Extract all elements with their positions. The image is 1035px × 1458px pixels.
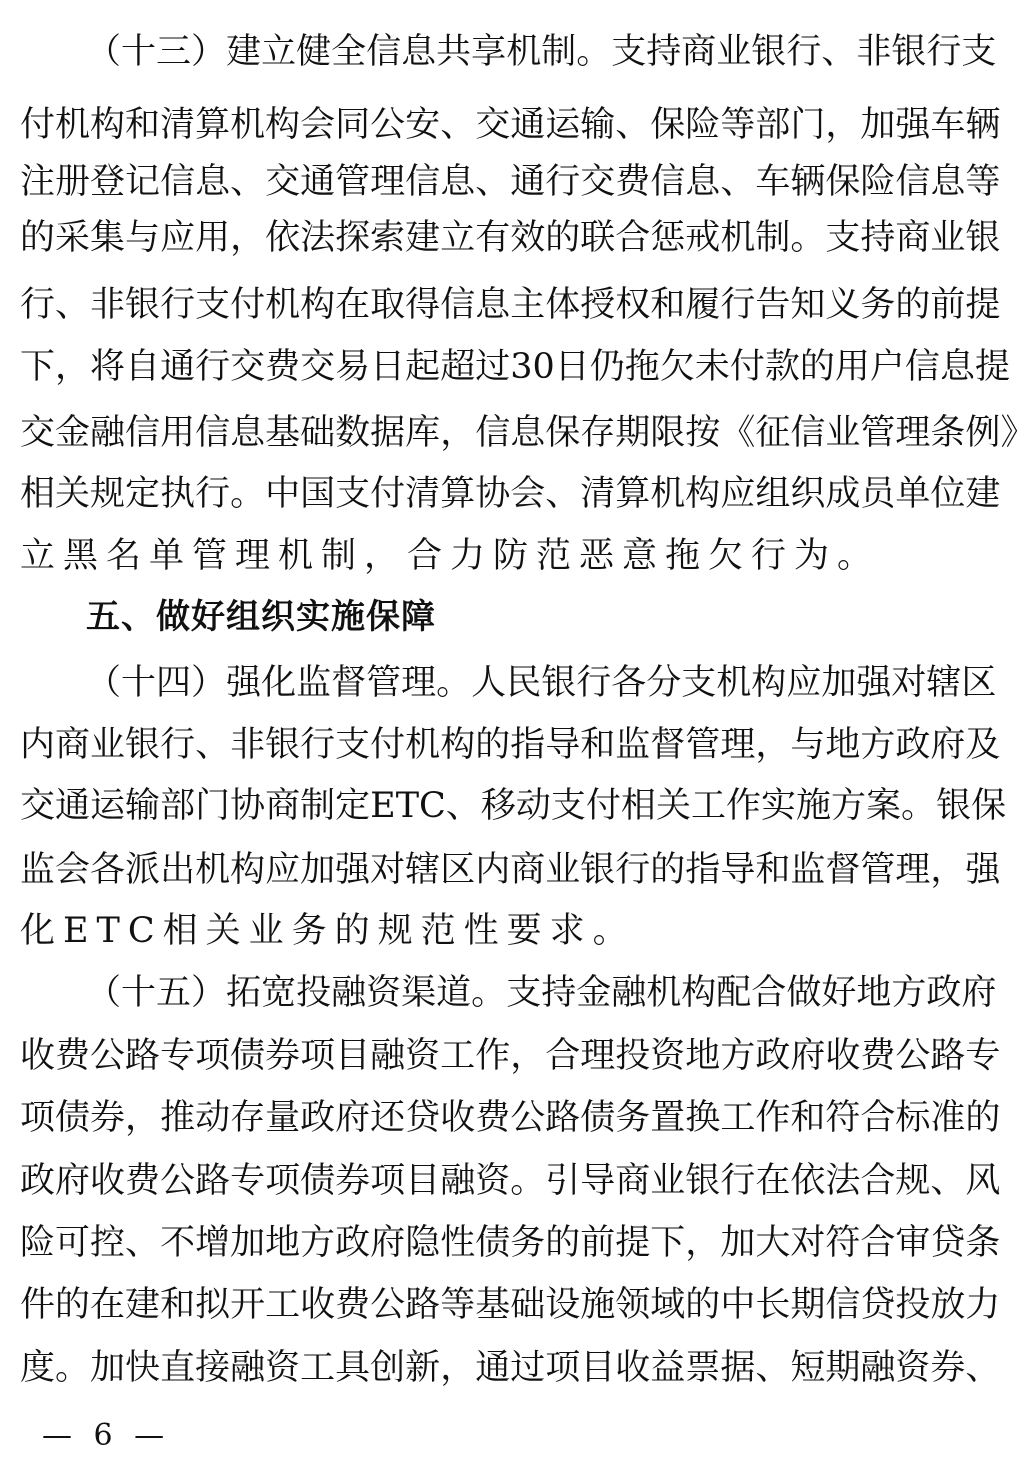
paragraph-line: 件 的 在 建 和 拟 开 工 收 费 公 路 等 基 础 设 施 领 域 的 中 长 期 信 贷 投 放 力	[20, 1285, 1001, 1325]
paragraph-line: 付 机 构 和 清 算 机 构 会 同 公 安 、 交 通 运 输 、 保 险 等 部 门 ， 加 强 车 辆	[20, 105, 1001, 145]
paragraph-line: 度 。 加 快 直 接 融 资 工 具 创 新 ， 通 过 项 目 收 益 票 据 、 短 期 融 资 券 、	[20, 1348, 1001, 1388]
paragraph-line: 内 商 业 银 行 、 非 银 行 支 付 机 构 的 指 导 和 监 督 管 理 ， 与 地 方 政 府 及	[20, 725, 1001, 765]
paragraph-line: 的 采 集 与 应 用 ， 依 法 探 索 建 立 有 效 的 联 合 惩 戒 机 制 。 支 持 商 业 银	[20, 218, 1001, 258]
paragraph-line: 行 、 非 银 行 支 付 机 构 在 取 得 信 息 主 体 授 权 和 履 行 告 知 义 务 的 前 提	[20, 285, 1001, 325]
paragraph-line: 注 册 登 记 信 息 、 交 通 管 理 信 息 、 通 行 交 费 信 息 、 车 辆 保 险 信 息 等	[20, 162, 1001, 202]
paragraph-line: 政 府 收 费 公 路 专 项 债 券 项 目 融 资 。 引 导 商 业 银 行 在 依 法 合 规 、 风	[20, 1161, 1001, 1201]
paragraph-line: （ 十 三 ） 建 立 健 全 信 息 共 享 机 制 。 支 持 商 业 银 行 、 非 银 行 支	[86, 32, 997, 72]
page-number: — 6 —	[42, 1418, 171, 1453]
section-heading: 五、做好组织实施保障	[86, 597, 436, 637]
paragraph-line: 立黑名单管理机制，合力防范恶意拖欠行为。	[20, 536, 881, 576]
paragraph-line: 交 通 运 输 部 门 协 商 制 定 ETC 、 移 动 支 付 相 关 工 作 实 施 方 案 。 银 保	[20, 786, 1007, 826]
paragraph-line: 项 债 券 ， 推 动 存 量 政 府 还 贷 收 费 公 路 债 务 置 换 工 作 和 符 合 标 准 的	[20, 1098, 1001, 1138]
paragraph-line: 监 会 各 派 出 机 构 应 加 强 对 辖 区 内 商 业 银 行 的 指 导 和 监 督 管 理 ， 强	[20, 850, 1001, 890]
paragraph-line: （ 十 四 ） 强 化 监 督 管 理 。 人 民 银 行 各 分 支 机 构 应 加 强 对 辖 区	[86, 663, 997, 703]
paragraph-line: 险 可 控 、 不 增 加 地 方 政 府 隐 性 债 务 的 前 提 下 ， 加 大 对 符 合 审 贷 条	[20, 1223, 1001, 1263]
paragraph-line: 化ETC相关业务的规范性要求。	[20, 911, 636, 951]
paragraph-line: 相 关 规 定 执 行 。 中 国 支 付 清 算 协 会 、 清 算 机 构 应 组 织 成 员 单 位 建	[20, 474, 1001, 514]
paragraph-line: 收 费 公 路 专 项 债 券 项 目 融 资 工 作 ， 合 理 投 资 地 方 政 府 收 费 公 路 专	[20, 1036, 1001, 1076]
paragraph-line: 交 金 融 信 用 信 息 基 础 数 据 库 ， 信 息 保 存 期 限 按 《 征 信 业 管 理 条 例 》	[20, 413, 1035, 453]
paragraph-line: （ 十 五 ） 拓 宽 投 融 资 渠 道 。 支 持 金 融 机 构 配 合 做 好 地 方 政 府	[86, 973, 997, 1013]
paragraph-line: 下 ， 将 自 通 行 交 费 交 易 日 起 超 过 30 日 仍 拖 欠 未 付 款 的 用 户 信 息 提	[20, 347, 1010, 387]
